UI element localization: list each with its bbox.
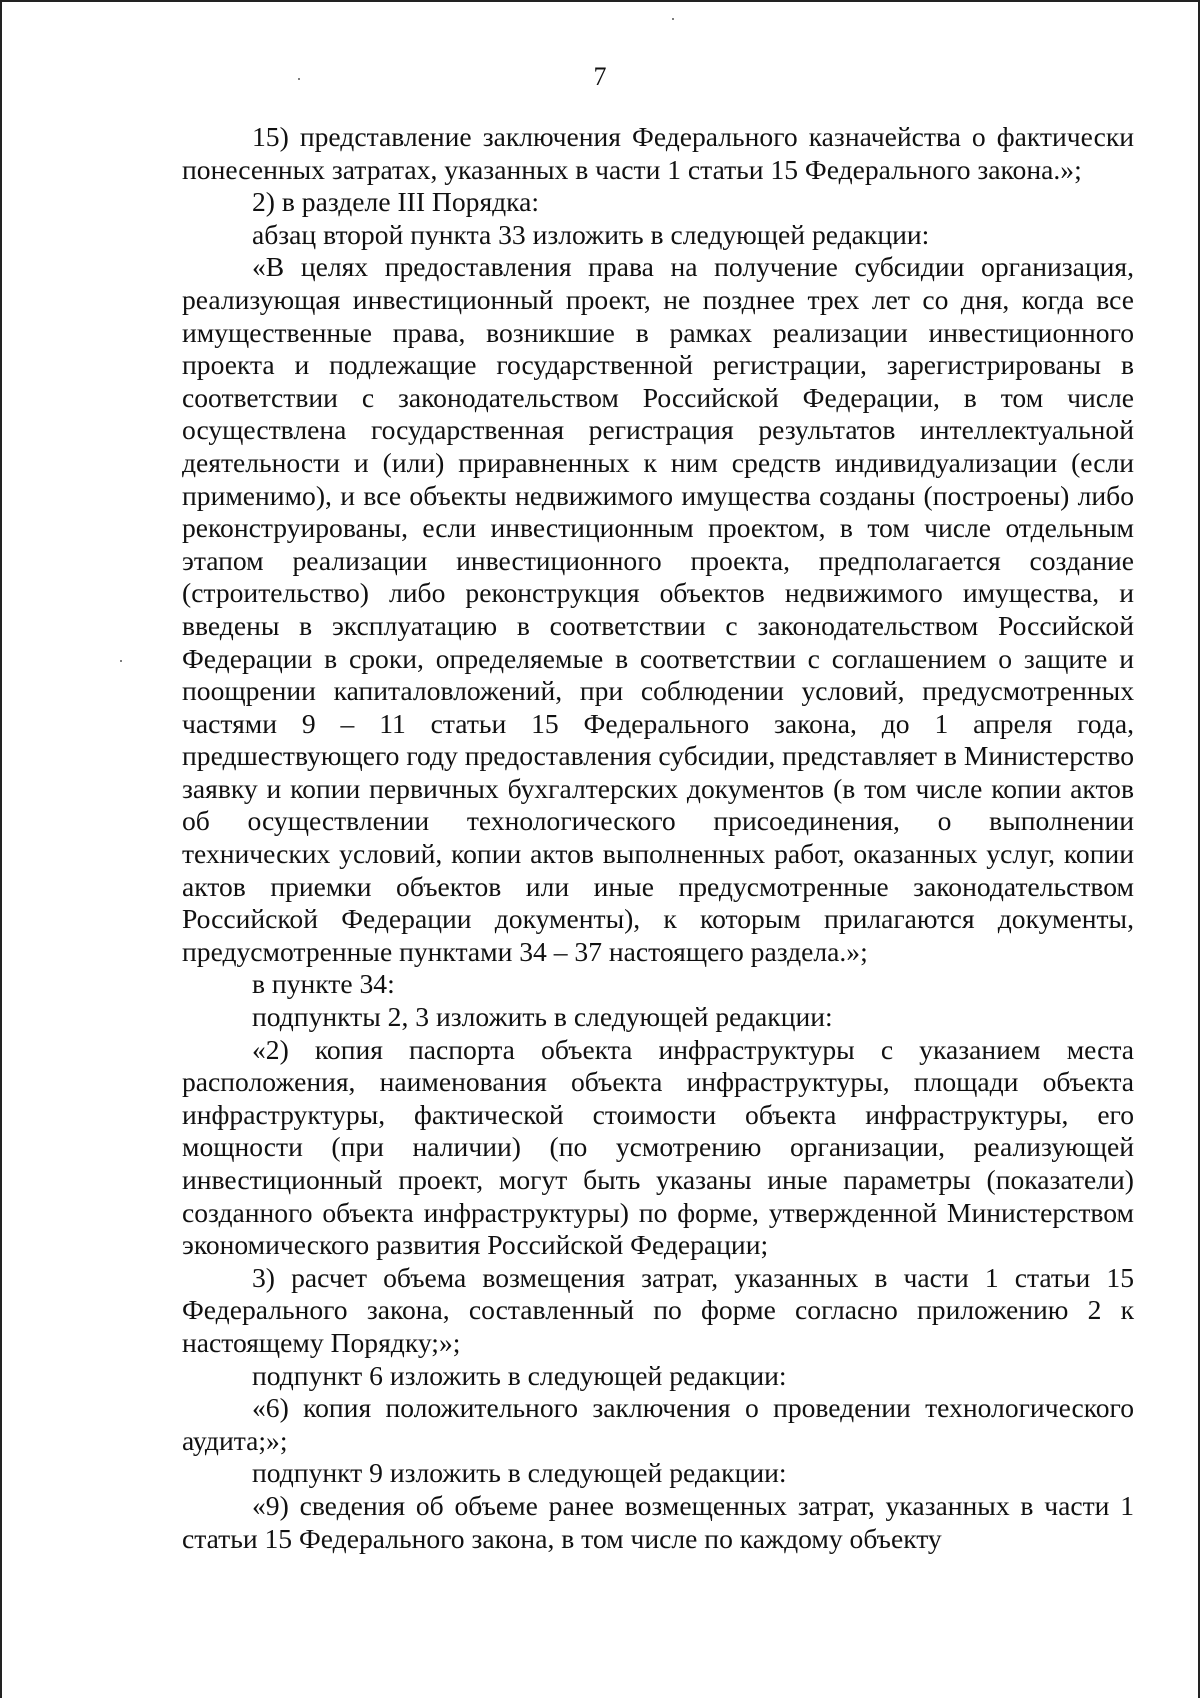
paragraph-point-34: в пункте 34: <box>252 968 395 1000</box>
paragraph-item-15: 15) представление заключения Федерального казначейства о фактически понесенных затратах, указанных в части 1 статьи 15 Федерального закона.»; <box>182 121 1134 185</box>
paragraph-subpoint-6-intro: подпункт 6 изложить в следующей редакции: <box>252 1359 787 1391</box>
paragraph-subpoint-3: 3) расчет объема возмещения затрат, указанных в части 1 статьи 15 Федерального закона, составленный по форме согласно приложению 2 к настоящему Порядку;»; <box>182 1261 1134 1358</box>
scan-speck <box>672 18 674 20</box>
paragraph-subpoints-2-3-intro: подпункты 2, 3 изложить в следующей редакции: <box>252 1001 833 1033</box>
scan-border-top <box>0 0 1200 2</box>
paragraph-point-33-intro: абзац второй пункта 33 изложить в следующей редакции: <box>252 218 930 250</box>
page-number: 7 <box>593 62 607 91</box>
scan-border-left <box>0 0 2 1698</box>
scan-speck <box>120 660 122 662</box>
paragraph-point-33-text: «В целях предоставления права на получение субсидии организация, реализующая инвестиционный проект, не позднее трех лет со дня, когда все имущественные права, возникшие в рамках реализации инвестиционного проекта и подлежащие государственной регистрации, зарегистрированы в соответствии с законодательством Российской Федерации, в том числе осуществлена государственная регистрация результатов интеллектуальной деятельности и (или) приравненных к ним средств индивидуализации (если применимо), и все объекты недвижимого имущества созданы (построены) либо реконструированы, если инвестиционным проектом, в том числе отдельным этапом реализации инвестиционного проекта, предполагается создание (строительство) либо реконструкция объектов недвижимого имущества, и введены в эксплуатацию в соответствии с законодательством Российской Федерации в сроки, определяемые в соответствии с соглашением о защите и поощрении капиталовложений, при соблюдении условий, предусмотренных частями 9 – 11 статьи 15 Федерального закона, до 1 апреля года, предшествующего году предоставления субсидии, представляет в Министерство заявку и копии первичных бухгалтерских документов (в том числе копии актов об осуществлении технологического присоединения, о выполнении технических условий, копии актов выполненных работ, оказанных услуг, копии актов приемки объектов или иные предусмотренные законодательством Российской Федерации документы), к которым прилагаются документы, предусмотренные пунктами 34 – 37 настоящего раздела.»; <box>182 251 1134 967</box>
paragraph-subpoint-9: «9) сведения об объеме ранее возмещенных затрат, указанных в части 1 статьи 15 Федерального закона, в том числе по каждому объекту <box>182 1489 1134 1554</box>
paragraph-subpoint-2: «2) копия паспорта объекта инфраструктуры с указанием места расположения, наименования объекта инфраструктуры, площади объекта инфраструктуры, фактической стоимости объекта инфраструктуры, его мощности (при наличии) (по усмотрению организации, реализующей инвестиционный проект, могут быть указаны иные параметры (показатели) созданного объекта инфраструктуры) по форме, утвержденной Министерством экономического развития Российской Федерации; <box>182 1033 1134 1261</box>
paragraph-section-3: 2) в разделе III Порядка: <box>252 186 540 218</box>
document-body <box>182 121 1134 1555</box>
paragraph-subpoint-6: «6) копия положительного заключения о проведении технологического аудита;»; <box>182 1392 1134 1456</box>
paragraph-subpoint-9-intro: подпункт 9 изложить в следующей редакции: <box>252 1457 787 1489</box>
